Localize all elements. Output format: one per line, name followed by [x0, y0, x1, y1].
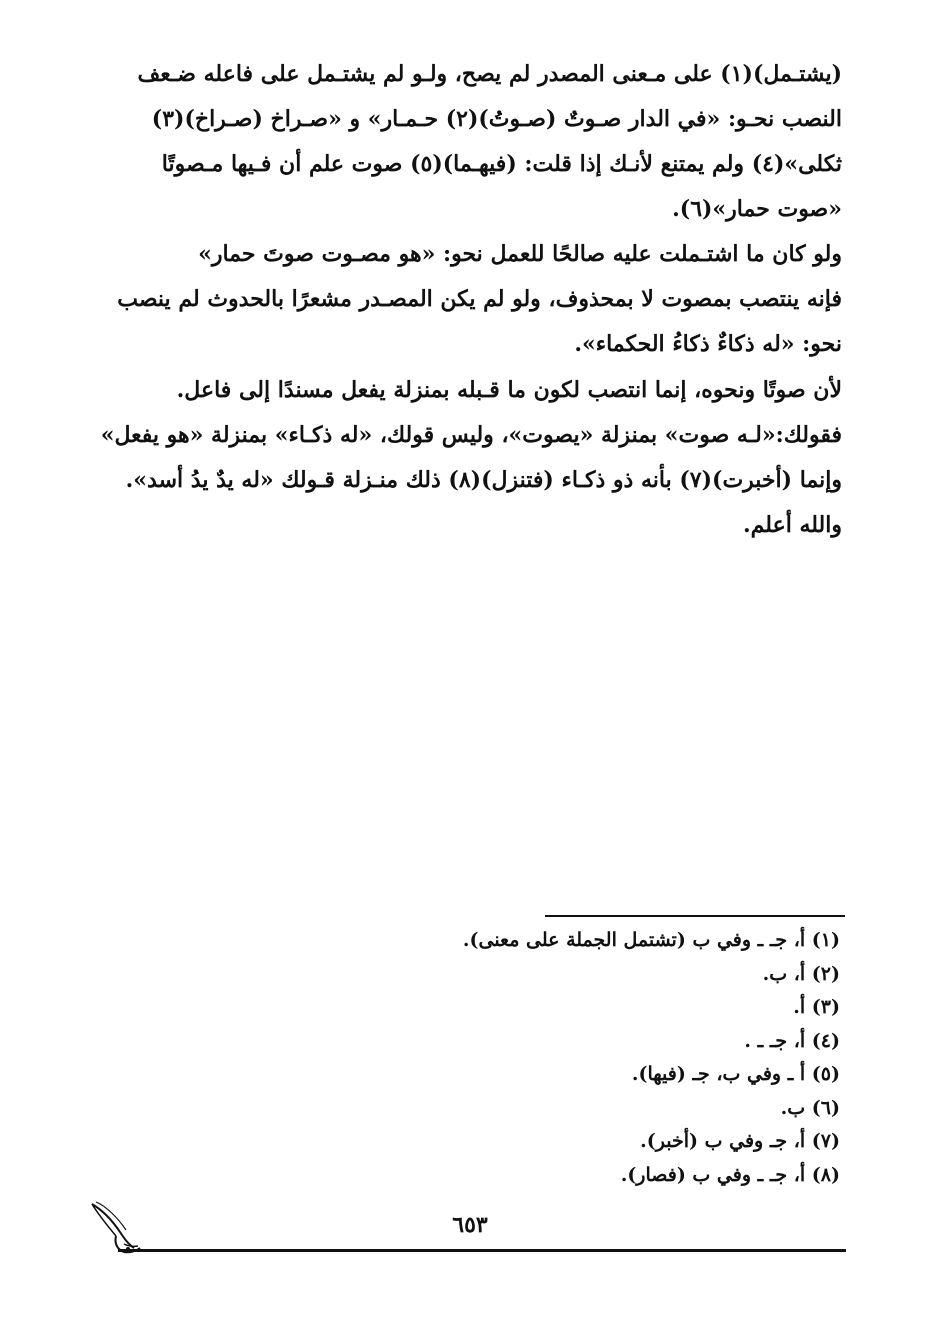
- footnote-item: (٤) أ، جـ ـ .: [744, 1029, 840, 1052]
- text-line: نحو: «له ذكاءٌ ذكاءُ الحكماء».: [574, 331, 842, 357]
- text-line: (يشتـمل)(١) على مـعنى المصدر لم يصح، ولـو لم يشتـمل على فاعله ضـعف: [137, 61, 842, 87]
- footnote-item: (٥) أ ـ وفي ب، جـ (فيها).: [631, 1063, 840, 1085]
- footnote-item: (٣) أ.: [793, 996, 840, 1018]
- text-line: النصب نحـو: «في الدار صـوتٌ (صـوتُ)(٢) حـمـار» و «صـراخ (صـراخ)(٣): [151, 106, 842, 132]
- text-line: ثكلى»(٤) ولم يمتنع لأنـك إذا قلت: (فيهـما)(٥) صوت علم أن فـيها مـصوتًا: [161, 151, 842, 177]
- text-line: فإنه ينتصب بمصوت لا بمحذوف، ولو لم يكن المصـدر مشعرًا بالحدوث لم ينصب: [117, 286, 842, 312]
- paragraph-1: [90, 52, 842, 232]
- text-line: والله أعلم.: [743, 512, 842, 538]
- text-line: «صوت حمار»(٦).: [672, 196, 842, 222]
- paragraph-3: [90, 368, 842, 548]
- text-line: ولو كان ما اشتـملت عليه صالحًا للعمل نحو: «هو مصـوت صوتَ حمار»: [198, 241, 842, 267]
- footnote-item: (٦) ب.: [780, 1096, 840, 1119]
- footnote-item: (٢) أ، ب.: [762, 962, 840, 985]
- footnote-item: (٨) أ، جـ ـ وفي ب (فصار).: [620, 1163, 840, 1186]
- text-line: فقولك:«لـه صوت» بمنزلة «يصوت»، وليس قولك، «له ذكـاء» بمنزلة «هو يفعل»: [100, 422, 842, 448]
- text-line: وإنما (أخبرت)(٧) بأنه ذو ذكـاء (فتنزل)(٨) ذلك منـزلة قـولك «له يدٌ يدُ أسد».: [125, 467, 842, 493]
- footnote-item: (١) أ، جـ ـ وفي ب (تشتمل الجملة على معنى).: [462, 929, 840, 951]
- paragraph-2: [90, 232, 842, 367]
- footnotes-list: [400, 924, 840, 1192]
- footnote-divider: [545, 915, 845, 917]
- footnote-item: (٧) أ، جـ وفي ب (أخبر).: [640, 1130, 840, 1152]
- text-line: لأن صوتًا ونحوه، إنما انتصب لكون ما قـبله بمنزلة يفعل مسندًا إلى فاعل.: [176, 377, 842, 403]
- page-number: ٦٥٣: [452, 1212, 488, 1238]
- bottom-rule: [118, 1249, 846, 1252]
